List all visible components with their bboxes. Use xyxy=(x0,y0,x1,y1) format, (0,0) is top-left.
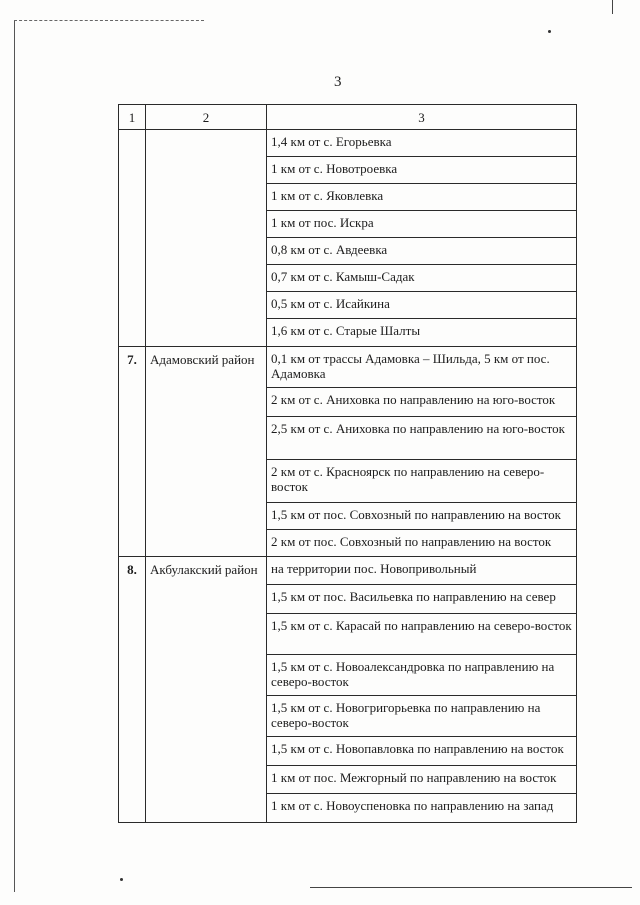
district-name xyxy=(146,130,267,347)
location-description: 1,5 км от пос. Васильевка по направлению на север xyxy=(267,585,577,614)
location-description: 0,8 км от с. Авдеевка xyxy=(267,238,577,265)
location-description: 2,5 км от с. Аниховка по направлению на юго-восток xyxy=(267,417,577,460)
location-description: 1 км от с. Новоуспеновка по направлению на запад xyxy=(267,794,577,823)
page-frame-corner xyxy=(612,0,613,14)
header-col-2: 2 xyxy=(146,105,267,130)
table-header-row xyxy=(119,105,577,130)
row-number: 7. xyxy=(119,347,146,557)
scan-speck xyxy=(120,878,123,881)
location-description: 0,7 км от с. Камыш-Садак xyxy=(267,265,577,292)
page-frame-top xyxy=(14,20,204,21)
location-description: 1 км от с. Новотроевка xyxy=(267,157,577,184)
table-row xyxy=(119,130,577,157)
location-description: 1,5 км от с. Новогригорьевка по направлению на северо-восток xyxy=(267,696,577,737)
location-description: 0,1 км от трассы Адамовка – Шильда, 5 км от пос. Адамовка xyxy=(267,347,577,388)
row-number xyxy=(119,130,146,347)
location-description: 1,5 км от с. Новоалександровка по направлению на северо-восток xyxy=(267,655,577,696)
location-description: 1,5 км от с. Новопавловка по направлению на восток xyxy=(267,737,577,766)
page-frame-left xyxy=(14,20,15,892)
header-col-1: 1 xyxy=(119,105,146,130)
location-description: 2 км от с. Аниховка по направлению на юго-восток xyxy=(267,388,577,417)
location-description: 2 км от пос. Совхозный по направлению на восток xyxy=(267,530,577,557)
location-description: 2 км от с. Красноярск по направлению на северо-восток xyxy=(267,460,577,503)
page-number: 3 xyxy=(334,74,342,90)
location-description: 1,6 км от с. Старые Шалты xyxy=(267,319,577,347)
location-description: 1 км от пос. Искра xyxy=(267,211,577,238)
location-description: 1,5 км от с. Карасай по направлению на северо-восток xyxy=(267,614,577,655)
header-col-3: 3 xyxy=(267,105,577,130)
location-description: 1 км от пос. Межгорный по направлению на восток xyxy=(267,766,577,794)
scan-speck xyxy=(548,30,551,33)
location-description: 0,5 км от с. Исайкина xyxy=(267,292,577,319)
location-description: на территории пос. Новопривольный xyxy=(267,557,577,585)
page-frame-bottom xyxy=(310,887,632,888)
table-row xyxy=(119,557,577,585)
district-name: Акбулакский район xyxy=(146,557,267,823)
row-number: 8. xyxy=(119,557,146,823)
table-row xyxy=(119,347,577,388)
location-description: 1,4 км от с. Егорьевка xyxy=(267,130,577,157)
location-description: 1,5 км от пос. Совхозный по направлению на восток xyxy=(267,503,577,530)
location-description: 1 км от с. Яковлевка xyxy=(267,184,577,211)
district-name: Адамовский район xyxy=(146,347,267,557)
districts-table xyxy=(118,104,577,823)
